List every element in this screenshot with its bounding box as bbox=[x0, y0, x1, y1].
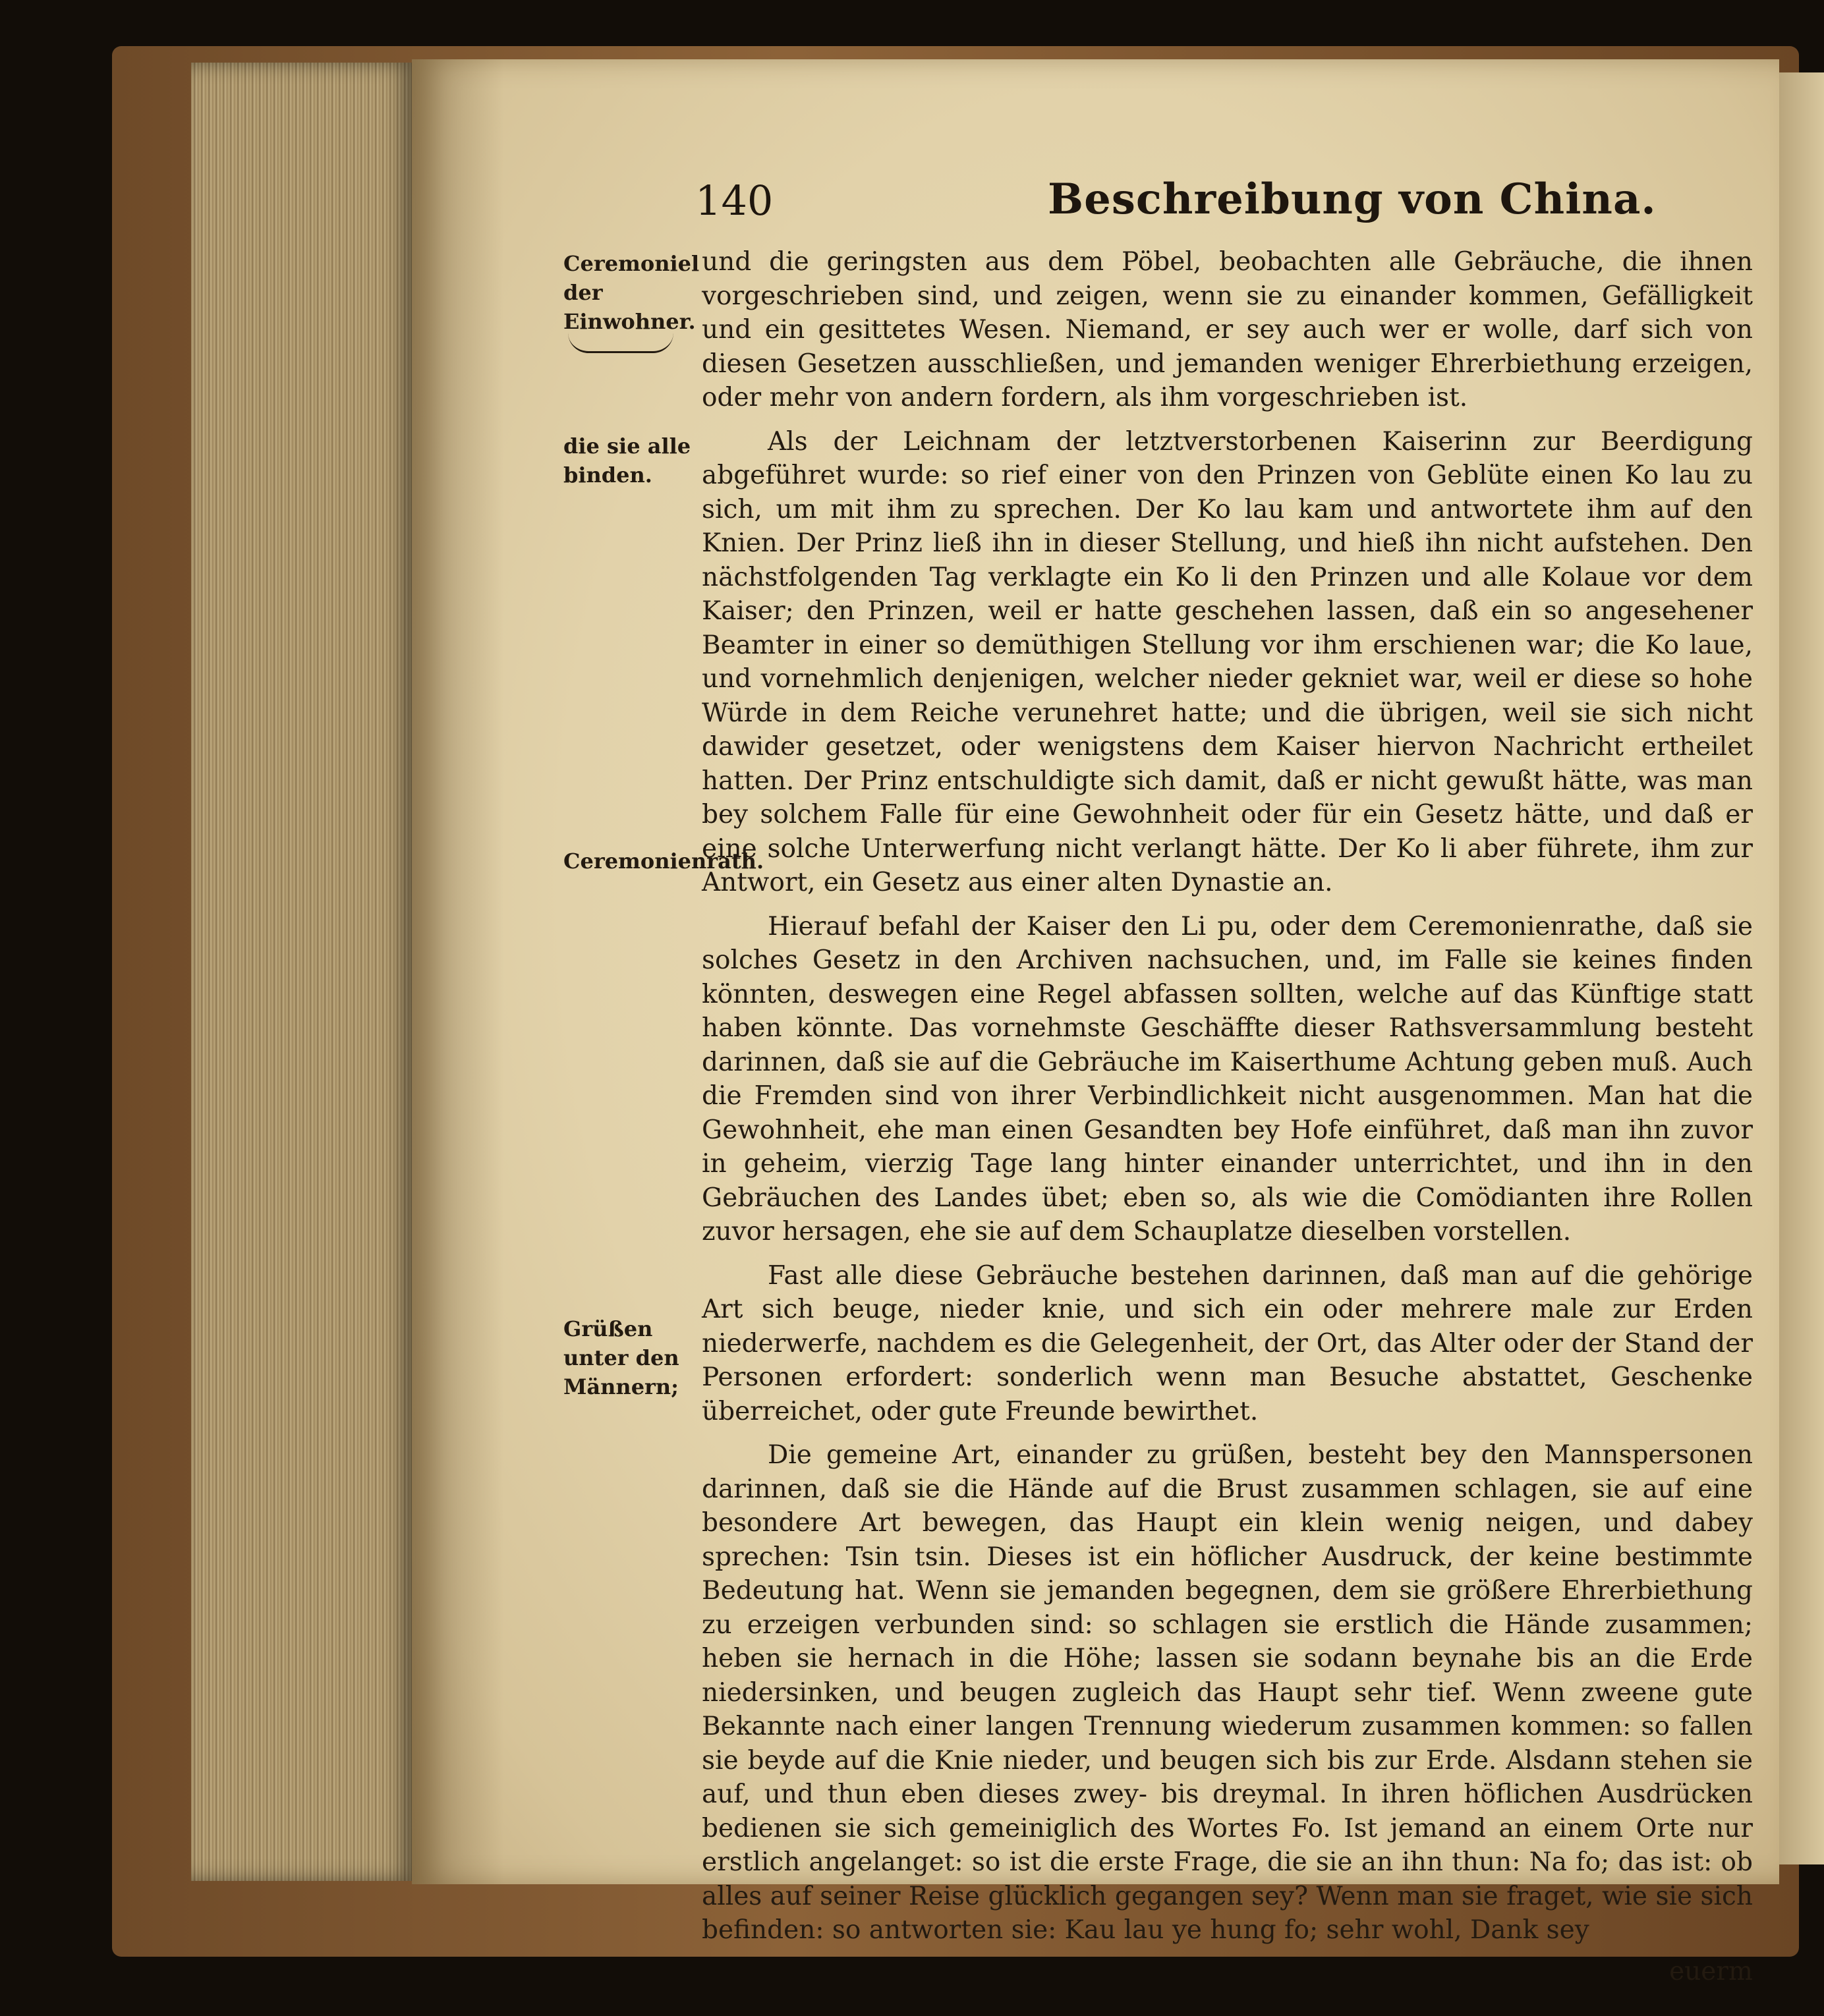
page-edges bbox=[191, 63, 415, 1881]
margin-brace bbox=[568, 333, 673, 353]
page-number: 140 bbox=[695, 177, 774, 225]
running-title: Beschreibung von China. bbox=[1048, 175, 1657, 224]
paragraph: Fast alle diese Gebräuche bestehen darinnen, daß man auf die gehörige Art sich beuge, nieder knie, und sich ein oder mehrere male zur Erden niederwerfe, nachdem es die Gelegenheit, der Ort, das Alter oder der Stand der Personen erfordert: sonderlich wenn man Besuche abstattet, Geschenke überreichet, oder gute Freunde bewirthet. bbox=[702, 1260, 1753, 1426]
paragraph: und die geringsten aus dem Pöbel, beobachten alle Gebräuche, die ihnen vorgeschrieben sind, und zeigen, wenn sie zu einander kommen, Gefälligkeit und ein gesittetes Wesen. Niemand, er sey auch wer er wolle, darf sich von diesen Gesetzen ausschließen, und jemanden weniger Ehrerbiethung erzeigen, oder mehr von andern fordern, als ihm vorgeschrieben ist. bbox=[702, 247, 1753, 412]
margin-note-ceremoniel: Ceremoniel der Einwohner. bbox=[563, 251, 700, 334]
body-text bbox=[702, 245, 1753, 1998]
paragraph: Hierauf befahl der Kaiser den Li pu, oder dem Ceremonienrathe, daß sie solches Gesetz in den Archiven nachsuchen, und, im Falle sie keines finden könnten, deswegen eine Regel abfassen sollten, welche auf das Künftige statt haben könnte. Das vornehmste Geschäffte dieser Rathsversammlung besteht darinnen, daß sie auf die Gebräuche im Kaiserthume Achtung geben muß. Auch die Fremden sind von ihrer Verbindlichkeit nicht ausgenommen. Man hat die Gewohnheit, ehe man einen Gesandten bey Hofe einführet, daß man ihn zuvor in geheim, vierzig Tage lang hinter einander unterrichtet, und ihn in den Gebräuchen des Landes übet; eben so, als wie die Comödianten ihre Rollen zuvor hersagen, ehe sie auf dem Schauplatze dieselben vorstellen. bbox=[702, 911, 1753, 1246]
margin-note-gruessen: Grüßen unter den Männern; bbox=[563, 1316, 679, 1399]
catchword: euerm bbox=[1669, 1956, 1753, 1986]
margin-note-binden: die sie alle binden. bbox=[563, 434, 691, 488]
paragraph: Die gemeine Art, einander zu grüßen, besteht bey den Mannspersonen darinnen, daß sie die Hände auf die Brust zusammen schlagen, sie auf eine besondere Art bewegen, das Haupt ein klein wenig neigen, und dabey sprechen: Tsin tsin. Dieses ist ein höflicher Ausdruck, der keine bestimmte Bedeutung hat. Wenn sie jemanden begegnen, dem sie größere Ehrerbiethung zu erzeigen verbunden sind: so schlagen sie erstlich die Hände zusammen; heben sie hernach in die Höhe; lassen sie sodann beynahe bis an die Erde niedersinken, und beugen zugleich das Haupt sehr tief. Wenn zweene gute Bekannte nach einer langen Trennung wiederum zusammen kommen: so fallen sie beyde auf die Knie nieder, und beugen sich bis zur Erde. Alsdann stehen sie auf, und thun eben dieses zwey- bis dreymal. In ihren höflichen Ausdrücken bedienen sie sich gemeiniglich des Wortes Fo. Ist jemand an einem Orte nur erstlich angelanget: so ist die erste Frage, die sie an ihn thun: Na fo; das ist: ob alles auf seiner Reise glücklich gegangen sey? Wenn man sie fraget, wie sie sich befinden: so antworten sie: Kau lau ye hung fo; sehr wohl, Dank sey bbox=[702, 1440, 1753, 1945]
margin-note-ceremonienrath: Ceremonienrath. bbox=[563, 849, 764, 874]
facing-page-edge bbox=[1779, 72, 1824, 1864]
paragraph: Als der Leichnam der letztverstorbenen Kaiserinn zur Beerdigung abgeführet wurde: so rief einer von den Prinzen von Geblüte einen Ko lau zu sich, um mit ihm zu sprechen. Der Ko lau kam und antwortete ihm auf den Knien. Der Prinz ließ ihn in dieser Stellung, und hieß ihn nicht aufstehen. Den nächstfolgenden Tag verklagte ein Ko li den Prinzen und alle Kolaue vor dem Kaiser; den Prinzen, weil er hatte geschehen lassen, daß ein so angesehener Beamter in einer so demüthigen Stellung vor ihm erschienen war; die Ko laue, und vornehmlich denjenigen, welcher nieder gekniet war, weil er diese so hohe Würde in dem Reiche verunehret hatte; und die übrigen, weil sie sich nicht dawider gesetzet, oder wenigstens dem Kaiser hiervon Nachricht ertheilet hatten. Der Prinz entschuldigte sich damit, daß er nicht gewußt hätte, was man bey solchem Falle für eine Gewohnheit oder für ein Gesetz hätte, und daß er eine solche Unterwerfung nicht verlangt hätte. Der Ko li aber führete, ihm zur Antwort, ein Gesetz aus einer alten Dynastie an. bbox=[702, 426, 1753, 897]
